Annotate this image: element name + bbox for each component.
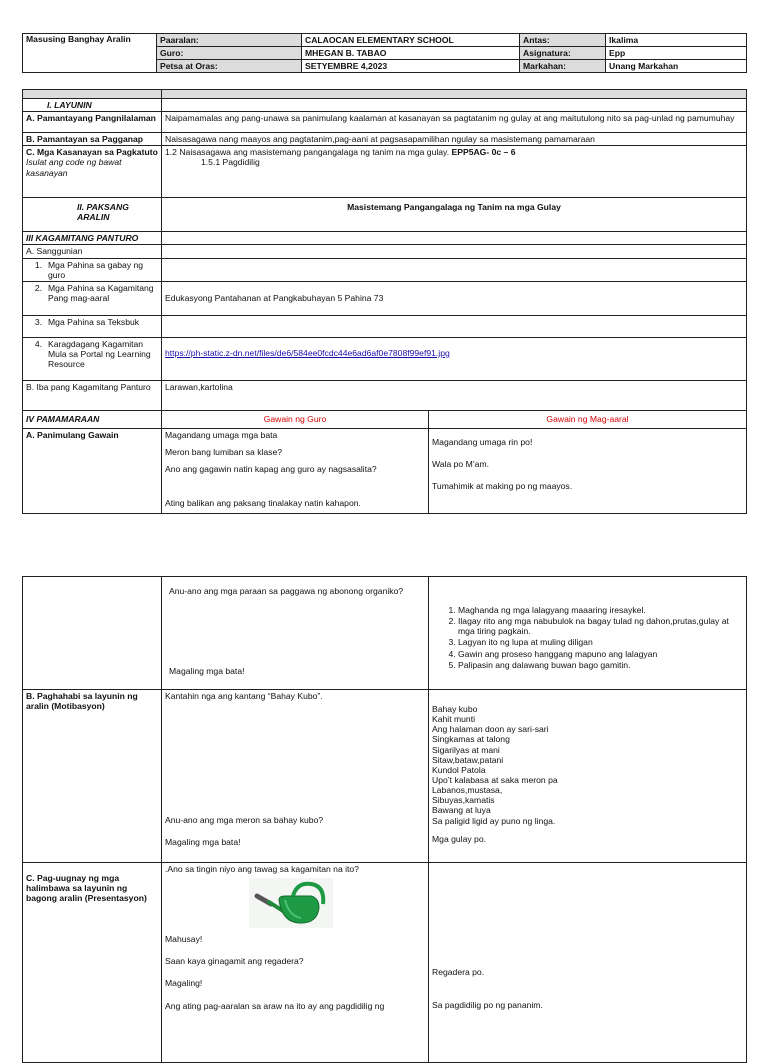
teacher-label: Guro: bbox=[157, 47, 302, 60]
list-item: 1. Maghanda ng mga lalagyang maaaring iresaykel. bbox=[458, 605, 743, 615]
presentasyon-guro bbox=[162, 863, 429, 1063]
guro-line: Ano ang gagawin natin kapag ang guro ay nagsasalita? bbox=[165, 464, 377, 475]
lesson-plan-title: Masusing Banghay Aralin bbox=[23, 34, 157, 73]
guro-praise: Magaling mga bata! bbox=[165, 837, 241, 848]
lyric-line: Singkamas at talong bbox=[432, 734, 510, 745]
pamantayang-pangnilalaman-label: A. Pamantayang Pangnilalaman bbox=[23, 112, 162, 133]
kasanayan-cell bbox=[23, 146, 162, 198]
gawain-magaaral-header: Gawain ng Mag-aaral bbox=[429, 410, 747, 428]
lyric-line: Labanos,mustasa, bbox=[432, 785, 503, 796]
kasanayan-code: EPP5AG- 0c – 6 bbox=[451, 147, 516, 158]
sanggunian-label: A. Sanggunian bbox=[23, 245, 162, 258]
subject-label: Asignatura: bbox=[520, 47, 606, 60]
list-item: 5. Palipasin ang dalawang buwan bago gamitin. bbox=[458, 660, 743, 670]
presentasyon-label: C. Pag-uugnay ng mga halimbawa sa layunin ng bagong aralin (Presentasyon) bbox=[23, 863, 162, 1063]
panimulang-gawain-label: A. Panimulang Gawain bbox=[23, 428, 162, 513]
quarter-label: Markahan: bbox=[520, 60, 606, 73]
date-label: Petsa at Oras: bbox=[157, 60, 302, 73]
guro-line: Saan kaya ginagamit ang regadera? bbox=[165, 956, 304, 967]
guro-question: Anu-ano ang mga paraan sa paggawa ng abonong organiko? bbox=[169, 586, 404, 596]
quarter-value: Unang Markahan bbox=[606, 60, 747, 73]
guro-line: Magaling! bbox=[165, 978, 203, 989]
guro-instruction: Kantahin nga ang kantang “Bahay Kubo”. bbox=[165, 691, 323, 701]
school-value: CALAOCAN ELEMENTARY SCHOOL bbox=[302, 34, 520, 47]
grade-label: Antas: bbox=[520, 34, 606, 47]
sanggunian-value-2: Edukasyong Pantahanan at Pangkabuhayan 5 Pahina 73 bbox=[162, 281, 747, 315]
lyric-line: Bawang at luya bbox=[432, 805, 491, 816]
guro-line: Ang ating pag-aaralan sa araw na ito ay ang pagdidilig ng bbox=[165, 1000, 385, 1011]
pamantayang-pangnilalaman-text: Naipamamalas ang pang-unawa sa panimulang kaalaman at kasanayan sa pagtatanim ng gulay at ang maitutulong nito sa pag-unlad ng pamumuhay bbox=[162, 112, 747, 133]
guro-line: Magandang umaga mga bata bbox=[165, 429, 278, 440]
lyric-line: Ang halaman doon ay sari-sari bbox=[432, 724, 549, 735]
watering-can-image bbox=[249, 878, 333, 928]
magaaral-answer: Mga gulay po. bbox=[432, 833, 486, 844]
kagamitan-heading: III KAGAMITANG PANTURO bbox=[23, 232, 162, 245]
lyric-line: Kundol Patola bbox=[432, 764, 486, 775]
abono-guro bbox=[162, 577, 429, 690]
kasanayan-text: 1.2 Naisasagawa ang masistemang pangangalaga ng tanim na mga gulay. bbox=[165, 147, 450, 158]
iba-pang-kagamitan-value: Larawan,kartolina bbox=[162, 380, 747, 410]
pamamaraan-heading: IV PAMAMARAAN bbox=[23, 410, 162, 428]
magaaral-answer: Regadera po. bbox=[432, 967, 485, 977]
lyric-line: Sitaw,bataw,patani bbox=[432, 754, 504, 765]
subject-value: Epp bbox=[606, 47, 747, 60]
magaaral-line: Wala po M’am. bbox=[432, 458, 489, 469]
guro-line: Ating balikan ang paksang tinalakay natin kahapon. bbox=[165, 498, 361, 509]
lyric-line: Sibuyas,kamatis bbox=[432, 795, 495, 806]
kasanayan-sub: 1.5.1 Pagdidilig bbox=[201, 157, 260, 168]
pamantayan-pagganap-text: Naisasagawa nang maayos ang pagtatanim,pag-aani at pagsasapamilihan ngulay sa masistemang pamamaraan bbox=[162, 133, 747, 146]
sanggunian-item-1: 1. Mga Pahina sa gabay ng guro bbox=[23, 258, 162, 281]
paksang-aralin-text: Masistemang Pangangalaga ng Tanim na mga Gulay bbox=[162, 198, 747, 232]
panimulang-magaaral bbox=[429, 428, 747, 513]
list-item: 3. Lagyan ito ng lupa at muling diligan bbox=[458, 637, 743, 647]
pamantayan-pagganap-label: B. Pamantayan sa Pagganap bbox=[23, 133, 162, 146]
abono-steps-list bbox=[432, 605, 743, 670]
abono-steps bbox=[429, 577, 747, 690]
date-value: SETYEMBRE 4,2023 bbox=[302, 60, 520, 73]
motibasyon-magaaral bbox=[429, 690, 747, 863]
iba-pang-kagamitan-label: B. Iba pang Kagamitang Panturo bbox=[23, 380, 162, 410]
list-item: 4. Gawin ang proseso hanggang mapuno ang lalagyan bbox=[458, 649, 743, 659]
sanggunian-item-3: 3. Mga Pahina sa Teksbuk bbox=[23, 315, 162, 337]
lesson-plan-table-continued bbox=[22, 576, 747, 1063]
kasanayan-note: Isulat ang code ng bawat kasanayan bbox=[26, 157, 122, 178]
lyric-line: Sa paligid ligid ay puno ng linga. bbox=[432, 815, 556, 826]
paksang-aralin-label: II. PAKSANG ARALIN bbox=[23, 198, 162, 232]
motibasyon-guro bbox=[162, 690, 429, 863]
guro-line: Mahusay! bbox=[165, 934, 203, 945]
grade-value: Ikalima bbox=[606, 34, 747, 47]
school-label: Paaralan: bbox=[157, 34, 302, 47]
bahay-kubo-lyrics bbox=[432, 704, 743, 826]
layunin-heading: I. LAYUNIN bbox=[23, 99, 162, 112]
guro-question: .Ano sa tingin niyo ang tawag sa kagamitan na ito? bbox=[165, 864, 359, 874]
teacher-value: MHEGAN B. TABAO bbox=[302, 47, 520, 60]
header-table bbox=[22, 33, 747, 73]
learning-resource-link[interactable]: https://ph-static.z-dn.net/files/de6/584ee0fcdc44e6ad6af0e7808f99ef91.jpg bbox=[165, 347, 450, 358]
lyric-line: Upo’t kalabasa at saka meron pa bbox=[432, 774, 558, 785]
lyric-line: Bahay kubo bbox=[432, 704, 478, 714]
list-item: 2. Ilagay rito ang mga nabubulok na bagay tulad ng dahon,prutas,gulay at mga tiring pagkain. bbox=[458, 616, 743, 636]
presentasyon-magaaral bbox=[429, 863, 747, 1063]
kasanayan-label: C. Mga Kasanayan sa Pagkatuto bbox=[26, 147, 158, 158]
sanggunian-value-3 bbox=[162, 315, 747, 337]
gawain-guro-header: Gawain ng Guro bbox=[162, 410, 429, 428]
magaaral-line: Tumahimik at making po ng maayos. bbox=[432, 481, 573, 492]
lyric-line: Sigarilyas at mani bbox=[432, 744, 500, 755]
magaaral-answer: Sa pagdidilig po ng pananim. bbox=[432, 1000, 543, 1011]
motibasyon-label: B. Paghahabi sa layunin ng aralin (Motibasyon) bbox=[23, 690, 162, 863]
guro-question: Anu-ano ang mga meron sa bahay kubo? bbox=[165, 815, 324, 826]
magaaral-line: Magandang umaga rin po! bbox=[432, 436, 533, 447]
panimulang-guro bbox=[162, 428, 429, 513]
guro-line: Meron bang lumiban sa klase? bbox=[165, 446, 283, 457]
sanggunian-item-4: 4. Karagdagang Kagamitan Mula sa Portal ng Learning Resource bbox=[23, 337, 162, 380]
guro-praise: Magaling mga bata! bbox=[169, 666, 245, 677]
lyric-line: Kahit munti bbox=[432, 714, 475, 725]
sanggunian-value-1 bbox=[162, 258, 747, 281]
sanggunian-item-2: 2. Mga Pahina sa Kagamitang Pang mag-aaral bbox=[23, 281, 162, 315]
kasanayan-content bbox=[162, 146, 747, 198]
lesson-plan-table bbox=[22, 89, 747, 514]
